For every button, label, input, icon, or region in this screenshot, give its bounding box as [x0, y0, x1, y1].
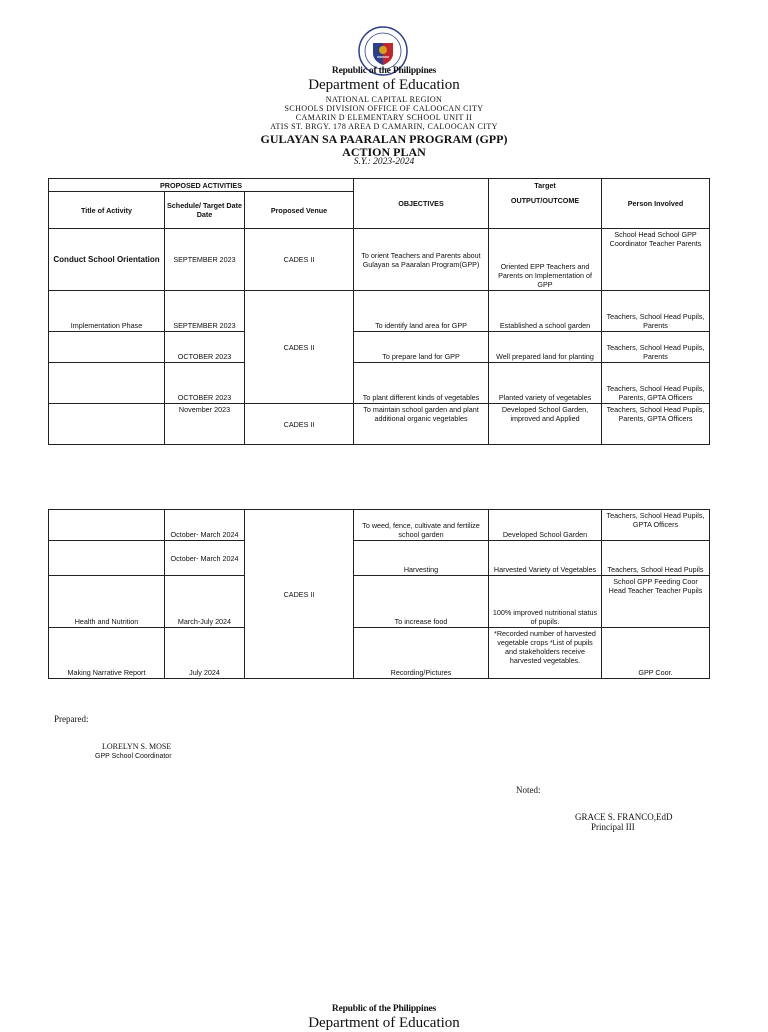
division-line: SCHOOLS DIVISION OFFICE OF CALOOCAN CITY [284, 104, 484, 113]
action-plan-table-1 [48, 178, 710, 445]
table-row [49, 404, 710, 445]
table-row [49, 363, 710, 404]
school-line: CAMARIN D ELEMENTARY SCHOOL UNIT II [295, 113, 473, 122]
header-schedule: Schedule/ Target Date Date [165, 192, 245, 229]
activity-objective: To maintain school garden and plant additional organic vegetables [354, 404, 489, 445]
activity-persons: Teachers, School Head Pupils, GPTA Officers [602, 510, 710, 541]
activity-title: Making Narrative Report [49, 628, 165, 679]
activity-objective: Recording/Pictures [354, 628, 489, 679]
activity-output: Oriented EPP Teachers and Parents on Implementation of GPP [489, 229, 602, 291]
activity-output: 100% improved nutritional status of pupils. [489, 576, 602, 628]
activity-output: Developed School Garden [489, 510, 602, 541]
table-row [49, 291, 710, 332]
activity-output: Developed School Garden, improved and Applied [489, 404, 602, 445]
activity-persons: Teachers, School Head Pupils, Parents [602, 291, 710, 332]
address-line: ATIS ST. BRGY. 178 AREA D CAMARIN, CALOOCAN CITY [270, 122, 498, 131]
header-title-of-activity: Title of Activity [49, 192, 165, 229]
header-target-label: Target [534, 181, 556, 190]
activity-venue: CADES II [245, 510, 354, 679]
activity-objective: To weed, fence, cultivate and fertilize school garden [354, 510, 489, 541]
activity-output: Harvested Variety of Vegetables [489, 541, 602, 576]
region-line: NATIONAL CAPITAL REGION [325, 95, 443, 104]
footer-department: Department of Education [308, 1015, 460, 1031]
preparer-title: GPP School Coordinator [95, 753, 172, 760]
activity-title [49, 510, 165, 541]
activity-title [49, 332, 165, 363]
activity-title [49, 541, 165, 576]
republic-heading: Republic of the Philippines [331, 66, 437, 76]
department-heading: Department of Education [308, 77, 460, 93]
activity-title [49, 363, 165, 404]
header-output: OUTPUT/OUTCOME [510, 196, 580, 205]
school-year: S.Y.: 2023-2024 [353, 157, 415, 167]
prepared-label: Prepared: [54, 714, 89, 724]
activity-persons: Teachers, School Head Pupils, Parents, GPTA Officers [602, 363, 710, 404]
activity-title [49, 404, 165, 445]
activity-objective: To identify land area for GPP [354, 291, 489, 332]
activity-date: October- March 2024 [165, 510, 245, 541]
table-row [49, 541, 710, 576]
activity-persons: Teachers, School Head Pupils, Parents [602, 332, 710, 363]
table-row [49, 229, 710, 291]
activity-output: *Recorded number of harvested vegetable crops *List of pupils and stakeholders receive harvested vegetables. [489, 628, 602, 679]
table-row [49, 510, 710, 541]
header-target [489, 179, 602, 229]
activity-date: OCTOBER 2023 [165, 363, 245, 404]
table-row [49, 576, 710, 628]
table-row [49, 332, 710, 363]
activity-date: November 2023 [165, 404, 245, 445]
activity-date: October- March 2024 [165, 541, 245, 576]
preparer-name: LORELYN S. MOSE [102, 742, 172, 751]
activity-objective: To prepare land for GPP [354, 332, 489, 363]
activity-persons: Teachers, School Head Pupils, Parents, GPTA Officers [602, 404, 710, 445]
activity-title: Health and Nutrition [49, 576, 165, 628]
header-proposed-activities: PROPOSED ACTIVITIES [49, 179, 354, 192]
activity-date: March-July 2024 [165, 576, 245, 628]
activity-objective: To increase food [354, 576, 489, 628]
activity-output: Established a school garden [489, 291, 602, 332]
activity-objective: To orient Teachers and Parents about Gulayan sa Paaralan Program(GPP) [354, 229, 489, 291]
header-venue: Proposed Venue [245, 192, 354, 229]
activity-venue: CADES II [245, 291, 354, 404]
activity-date: OCTOBER 2023 [165, 332, 245, 363]
program-title: GULAYAN SA PAARALAN PROGRAM (GPP) [260, 132, 508, 146]
header-objectives: OBJECTIVES [354, 179, 489, 229]
activity-date: SEPTEMBER 2023 [165, 229, 245, 291]
activity-objective: Harvesting [354, 541, 489, 576]
activity-output: Well prepared land for planting [489, 332, 602, 363]
action-plan-table-2 [48, 509, 710, 679]
table-row [49, 179, 710, 192]
activity-objective: To plant different kinds of vegetables [354, 363, 489, 404]
table-row [49, 628, 710, 679]
footer-republic: Republic of the Philippines [331, 1004, 437, 1014]
noter-title: Principal III [591, 822, 635, 832]
activity-persons: School Head School GPP Coordinator Teacher Parents [602, 229, 710, 291]
activity-date: July 2024 [165, 628, 245, 679]
activity-date: SEPTEMBER 2023 [165, 291, 245, 332]
activity-persons: GPP Coor. [602, 628, 710, 679]
header-persons: Person Involved [602, 179, 710, 229]
activity-title: Conduct School Orientation [49, 229, 165, 291]
activity-persons: Teachers, School Head Pupils [602, 541, 710, 576]
noter-name: GRACE S. FRANCO,EdD [575, 812, 673, 822]
activity-persons: School GPP Feeding Coor Head Teacher Teacher Pupils [602, 576, 710, 628]
activity-title: Implementation Phase [49, 291, 165, 332]
action-plan-title: ACTION PLAN [342, 145, 426, 159]
noted-label: Noted: [516, 785, 541, 795]
activity-output: Planted variety of vegetables [489, 363, 602, 404]
activity-venue: CADES II [245, 404, 354, 445]
activity-venue: CADES II [245, 229, 354, 291]
